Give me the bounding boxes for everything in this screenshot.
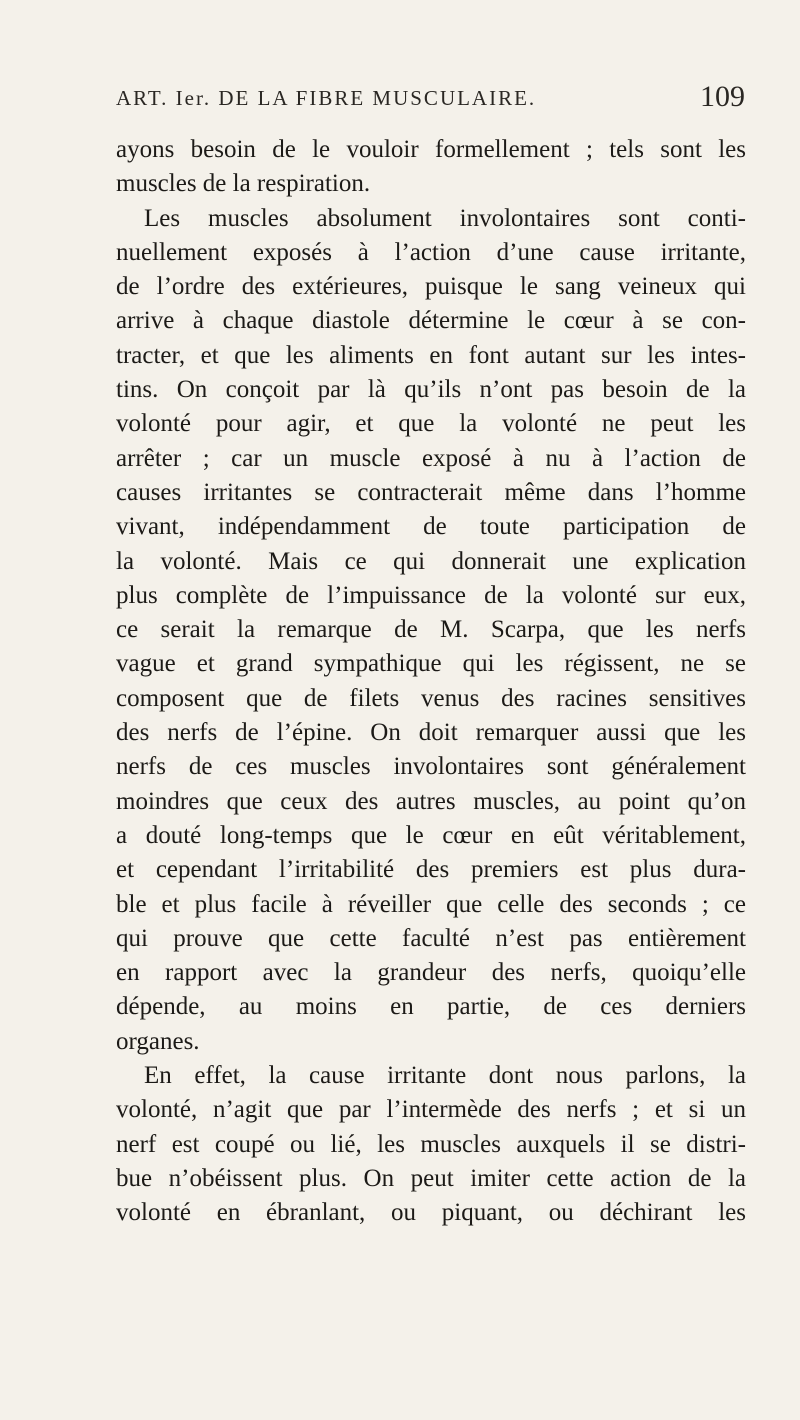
text-line: organes. (116, 1027, 200, 1055)
text-line: volonté pour agir, et que la volonté ne peut les (116, 410, 746, 438)
text-line: des nerfs de l’épine. On doit remarquer aussi que les (116, 719, 746, 747)
text-line: vague et grand sympathique qui les régissent, ne se (116, 650, 746, 678)
text-line: qui prouve que cette faculté n’est pas entièrement (116, 924, 746, 952)
text-line: volonté en ébranlant, ou piquant, ou déchirant les (116, 1199, 746, 1227)
text-line: a douté long-temps que le cœur en eût véritablement, (116, 821, 746, 849)
text-line: nuellement exposés à l’action d’une cause irritante, (116, 238, 746, 266)
text-line: moindres que ceux des autres muscles, au point qu’on (116, 787, 746, 815)
text-line: de l’ordre des extérieures, puisque le sang veineux qui (116, 273, 746, 301)
text-line: En effet, la cause irritante dont nous parlons, la (144, 1062, 746, 1090)
text-line: volonté, n’agit que par l’intermède des nerfs ; et si un (116, 1096, 746, 1124)
text-line: nerfs de ces muscles involontaires sont généralement (116, 753, 746, 781)
running-head (100, 82, 745, 122)
text-line: tracter, et que les aliments en font autant sur les intes- (116, 341, 746, 369)
text-line: tins. On conçoit par là qu’ils n’ont pas besoin de la (116, 376, 746, 404)
text-line: la volonté. Mais ce qui donnerait une explication (116, 547, 746, 575)
text-line: ble et plus facile à réveiller que celle des seconds ; ce (116, 890, 746, 918)
text-line: muscles de la respiration. (116, 170, 371, 198)
text-line: composent que de filets venus des racines sensitives (116, 684, 746, 712)
page-number: 109 (700, 80, 745, 113)
text-line: plus complète de l’impuissance de la volonté sur eux, (116, 581, 746, 609)
text-line: bue n’obéissent plus. On peut imiter cette action de la (116, 1164, 746, 1192)
text-line: causes irritantes se contracterait même dans l’homme (116, 478, 746, 506)
text-line: arrêter ; car un muscle exposé à nu à l’action de (116, 444, 746, 472)
body-text (116, 133, 746, 1231)
text-line: ce serait la remarque de M. Scarpa, que les nerfs (116, 616, 746, 644)
text-line: dépende, au moins en partie, de ces derniers (116, 993, 746, 1021)
running-title: ART. Ier. DE LA FIBRE MUSCULAIRE. (116, 86, 537, 110)
text-line: ayons besoin de le vouloir formellement ; tels sont les (116, 136, 746, 163)
text-line: arrive à chaque diastole détermine le cœur à se con- (116, 307, 746, 335)
text-line: vivant, indépendamment de toute participation de (116, 513, 746, 541)
text-line: Les muscles absolument involontaires sont conti- (144, 204, 746, 232)
text-line: nerf est coupé ou lié, les muscles auxquels il se distri- (116, 1130, 746, 1158)
text-line: en rapport avec la grandeur des nerfs, quoiqu’elle (116, 959, 746, 987)
text-line: et cependant l’irritabilité des premiers est plus dura- (116, 856, 746, 884)
